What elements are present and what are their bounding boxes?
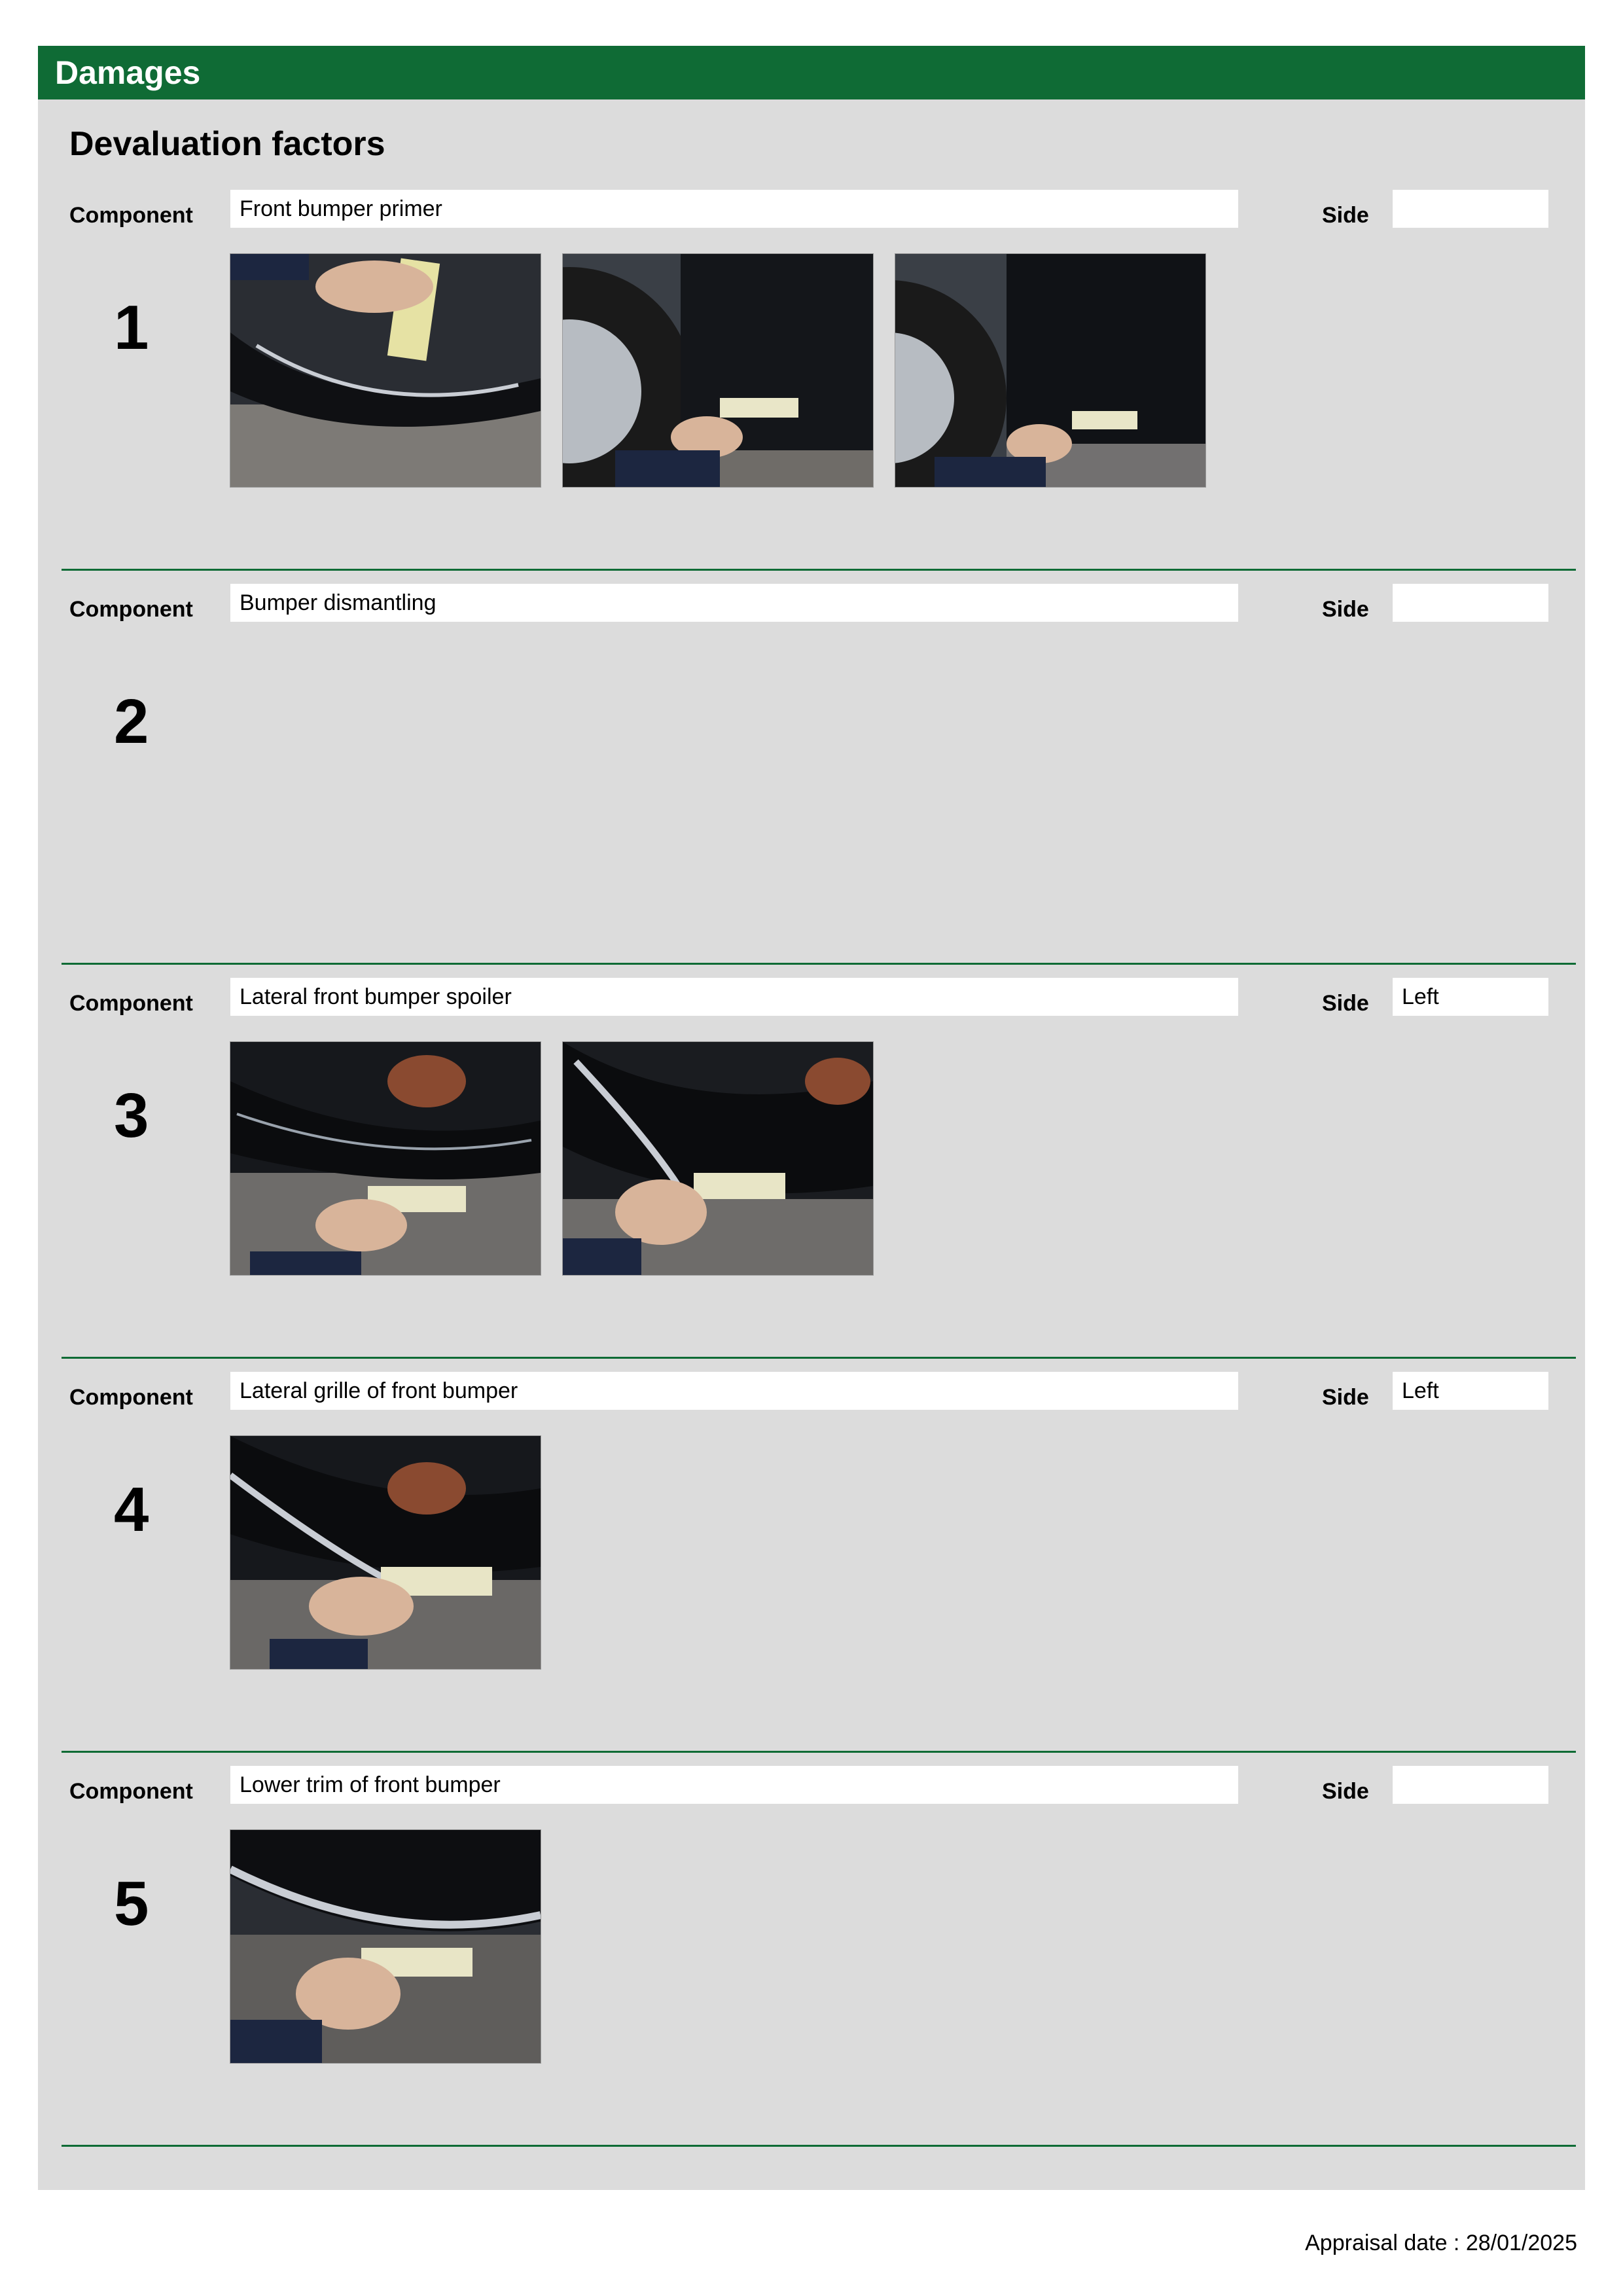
damage-photo[interactable]: [563, 254, 873, 487]
component-field: Bumper dismantling: [230, 584, 1238, 622]
damage-row: [62, 1753, 1576, 2147]
side-label: Side: [1322, 1385, 1369, 1410]
section-subtitle: Devaluation factors: [69, 125, 385, 163]
damage-photo[interactable]: [230, 1436, 541, 1669]
side-field: [1393, 190, 1548, 228]
component-field: Lateral front bumper spoiler: [230, 978, 1238, 1016]
damage-number: 2: [114, 687, 149, 757]
damage-row: [62, 965, 1576, 1359]
component-field: Lateral grille of front bumper: [230, 1372, 1238, 1410]
component-field: Front bumper primer: [230, 190, 1238, 228]
damage-photo[interactable]: [230, 254, 541, 487]
side-label: Side: [1322, 991, 1369, 1016]
component-label: Component: [69, 991, 193, 1016]
damage-photo[interactable]: [230, 1042, 541, 1275]
side-field: [1393, 1766, 1548, 1804]
side-field: Left: [1393, 1372, 1548, 1410]
side-field: [1393, 584, 1548, 622]
damage-row: [62, 177, 1576, 571]
damage-number: 5: [114, 1869, 149, 1939]
side-label: Side: [1322, 597, 1369, 622]
damage-row: [62, 571, 1576, 965]
component-field: Lower trim of front bumper: [230, 1766, 1238, 1804]
appraisal-date: Appraisal date : 28/01/2025: [1305, 2231, 1577, 2255]
side-label: Side: [1322, 203, 1369, 228]
damage-number: 4: [114, 1475, 149, 1545]
damage-photo[interactable]: [895, 254, 1205, 487]
damage-row: [62, 1359, 1576, 1753]
side-field: Left: [1393, 978, 1548, 1016]
row-divider: [62, 2145, 1576, 2147]
damages-panel: [38, 99, 1585, 2190]
component-label: Component: [69, 1779, 193, 1804]
damage-photo[interactable]: [563, 1042, 873, 1275]
damage-number: 1: [114, 293, 149, 363]
component-label: Component: [69, 203, 193, 228]
side-label: Side: [1322, 1779, 1369, 1804]
damage-number: 3: [114, 1081, 149, 1151]
component-label: Component: [69, 597, 193, 622]
damage-photo[interactable]: [230, 1830, 541, 2063]
section-header: Damages: [38, 46, 1585, 99]
component-label: Component: [69, 1385, 193, 1410]
